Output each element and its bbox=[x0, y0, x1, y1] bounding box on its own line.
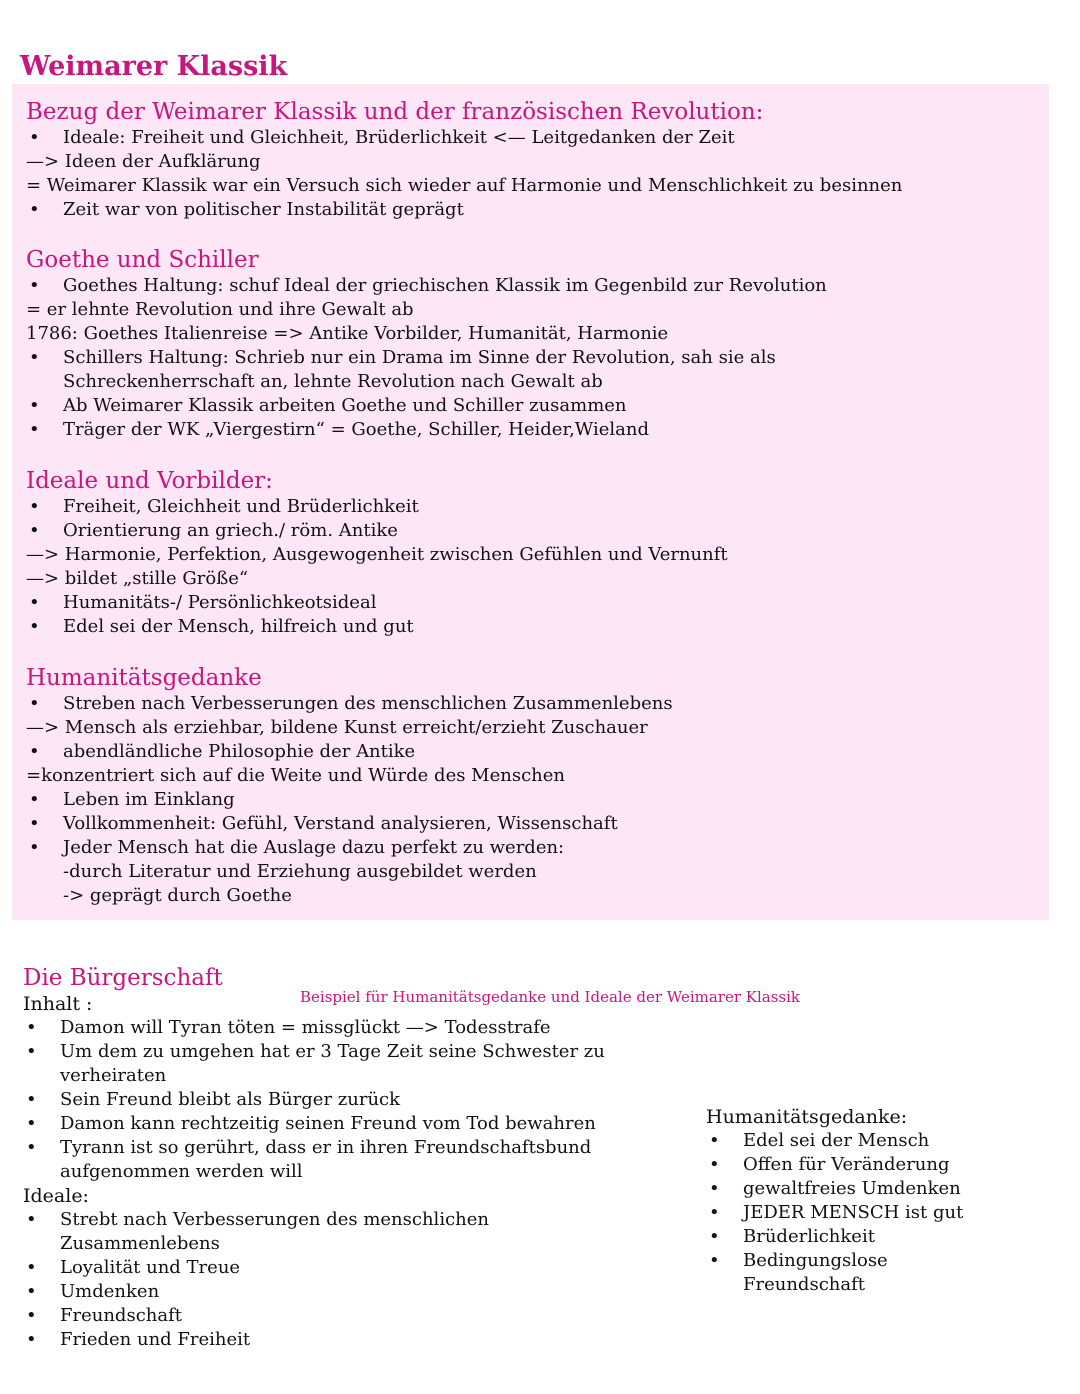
list-item: • abendländliche Philosophie der Antike bbox=[26, 740, 673, 764]
text-line: 1786: Goethes Italienreise => Antike Vorbilder, Humanität, Harmonie bbox=[26, 323, 669, 344]
text-line: —> bildet „stille Größe“ bbox=[26, 568, 249, 589]
text-line: —> Harmonie, Perfektion, Ausgewogenheit zwischen Gefühlen und Vernunft bbox=[26, 544, 728, 565]
list-item: • Edel sei der Mensch, hilfreich und gut bbox=[26, 615, 728, 639]
list-item: • Umdenken bbox=[23, 1280, 605, 1304]
list-item: • Jeder Mensch hat die Auslage dazu perfekt zu werden: bbox=[26, 836, 673, 860]
list-item: • Offen für Veränderung bbox=[706, 1153, 963, 1177]
text-line: -durch Literatur und Erziehung ausgebildet werden bbox=[63, 861, 537, 882]
list-item: • Um dem zu umgehen hat er 3 Tage Zeit seine Schwester zu bbox=[23, 1040, 605, 1064]
subheading-ideale: Ideale: bbox=[23, 1185, 89, 1207]
list-item: • Orientierung an griech./ röm. Antike bbox=[26, 519, 728, 543]
list-item: • Träger der WK „Viergestirn“ = Goethe, Schiller, Heider,Wieland bbox=[26, 418, 827, 442]
section-humanitaet bbox=[26, 664, 673, 908]
list-item: • Damon kann rechtzeitig seinen Freund vom Tod bewahren bbox=[23, 1112, 605, 1136]
section-ideale bbox=[26, 467, 728, 639]
list-item: • gewaltfreies Umdenken bbox=[706, 1177, 963, 1201]
list-item: • Ideale: Freiheit und Gleichheit, Brüderlichkeit <— Leitgedanken der Zeit bbox=[26, 126, 902, 150]
section-heading: Bezug der Weimarer Klassik und der französischen Revolution: bbox=[26, 99, 764, 125]
section-heading: Humanitätsgedanke bbox=[26, 665, 262, 691]
list-item: • Leben im Einklang bbox=[26, 788, 673, 812]
subheading-inhalt: Inhalt : bbox=[23, 993, 93, 1015]
text-line: aufgenommen werden will bbox=[60, 1161, 303, 1182]
example-note: Beispiel für Humanitätsgedanke und Ideale der Weimarer Klassik bbox=[300, 988, 801, 1006]
text-line: —> Ideen der Aufklärung bbox=[26, 151, 261, 172]
list-item: • Strebt nach Verbesserungen des menschlichen bbox=[23, 1208, 605, 1232]
list-item: • Frieden und Freiheit bbox=[23, 1328, 605, 1352]
section-buergerschaft bbox=[23, 964, 605, 1352]
list-item: • Loyalität und Treue bbox=[23, 1256, 605, 1280]
list-item: • Zeit war von politischer Instabilität geprägt bbox=[26, 198, 902, 222]
list-item: • Sein Freund bleibt als Bürger zurück bbox=[23, 1088, 605, 1112]
list-item: • Vollkommenheit: Gefühl, Verstand analysieren, Wissenschaft bbox=[26, 812, 673, 836]
subheading-humanitaet: Humanitätsgedanke: bbox=[706, 1106, 908, 1128]
list-item: • JEDER MENSCH ist gut bbox=[706, 1201, 963, 1225]
section-goethe-schiller bbox=[26, 246, 827, 442]
section-heading: Die Bürgerschaft bbox=[23, 965, 223, 991]
list-item: • Streben nach Verbesserungen des menschlichen Zusammenlebens bbox=[26, 692, 673, 716]
list-item: • Schillers Haltung: Schrieb nur ein Drama im Sinne der Revolution, sah sie als bbox=[26, 346, 827, 370]
list-item: • Tyrann ist so gerührt, dass er in ihren Freundschaftsbund bbox=[23, 1136, 605, 1160]
list-item: • Edel sei der Mensch bbox=[706, 1129, 963, 1153]
section-humanitaet-summary bbox=[706, 1105, 963, 1297]
section-heading: Goethe und Schiller bbox=[26, 247, 259, 273]
list-item: • Damon will Tyran töten = missglückt —> Todesstrafe bbox=[23, 1016, 605, 1040]
text-line: =konzentriert sich auf die Weite und Würde des Menschen bbox=[26, 765, 566, 786]
text-line: Schreckenherrschaft an, lehnte Revolution nach Gewalt ab bbox=[63, 371, 603, 392]
text-line: Zusammenlebens bbox=[60, 1233, 220, 1254]
list-item: • Goethes Haltung: schuf Ideal der griechischen Klassik im Gegenbild zur Revolution bbox=[26, 274, 827, 298]
text-line: Freundschaft bbox=[743, 1274, 865, 1295]
list-item: • Ab Weimarer Klassik arbeiten Goethe und Schiller zusammen bbox=[26, 394, 827, 418]
list-item: • Bedingungslose bbox=[706, 1249, 963, 1273]
text-line: verheiraten bbox=[60, 1065, 167, 1086]
section-heading: Ideale und Vorbilder: bbox=[26, 468, 273, 494]
text-line: —> Mensch als erziehbar, bildene Kunst erreicht/erzieht Zuschauer bbox=[26, 717, 648, 738]
page-title: Weimarer Klassik bbox=[20, 50, 289, 86]
list-item: • Freiheit, Gleichheit und Brüderlichkeit bbox=[26, 495, 728, 519]
list-item: • Brüderlichkeit bbox=[706, 1225, 963, 1249]
text-line: -> geprägt durch Goethe bbox=[63, 885, 292, 906]
text-line: = er lehnte Revolution und ihre Gewalt ab bbox=[26, 299, 414, 320]
section-revolution bbox=[26, 98, 902, 222]
text-line: = Weimarer Klassik war ein Versuch sich wieder auf Harmonie und Menschlichkeit zu besinnen bbox=[26, 175, 903, 196]
list-item: • Humanitäts-/ Persönlichkeotsideal bbox=[26, 591, 728, 615]
list-item: • Freundschaft bbox=[23, 1304, 605, 1328]
